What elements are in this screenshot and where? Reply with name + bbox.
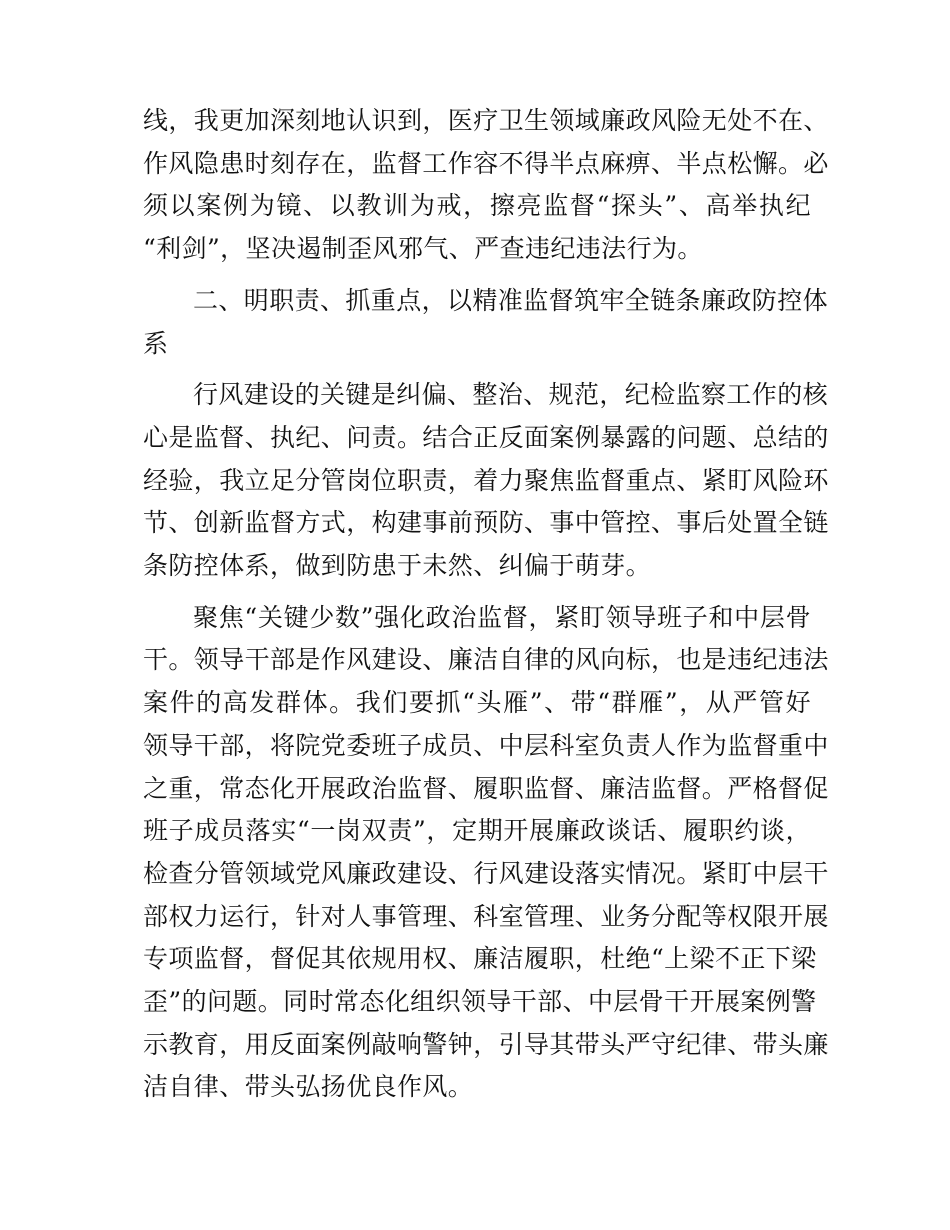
text-line: 经验，我立足分管岗位职责，着力聚焦监督重点、紧盯风险环 bbox=[143, 465, 829, 495]
text-line: 专项监督，督促其依规用权、廉洁履职，杜绝“上梁不正下梁 bbox=[143, 944, 817, 974]
text-line: 须以案例为镜、以教训为戒，擦亮监督“探头”、高举执纪 bbox=[143, 191, 811, 221]
text-line: 歪”的问题。同时常态化组织领导干部、中层骨干开展案例警 bbox=[143, 987, 817, 1017]
text-line: 领导干部，将院党委班子成员、中层科室负责人作为监督重中 bbox=[143, 730, 829, 760]
paragraph-2-heading bbox=[143, 280, 829, 365]
text-line: 二、明职责、抓重点，以精准监督筑牢全链条廉政防控体 bbox=[193, 285, 829, 315]
text-line: 班子成员落实“一岗双责”，定期开展廉政谈话、履职约谈， bbox=[143, 816, 811, 846]
text-line: 系 bbox=[143, 328, 169, 358]
text-line: “利剑”，坚决遏制歪风邪气、严查违纪违法行为。 bbox=[143, 234, 703, 264]
text-line: 节、创新监督方式，构建事前预防、事中管控、事后处置全链 bbox=[143, 508, 829, 538]
text-line: 行风建设的关键是纠偏、整治、规范，纪检监察工作的核 bbox=[193, 380, 829, 410]
text-line: 示教育，用反面案例敲响警钟，引导其带头严守纪律、带头廉 bbox=[143, 1029, 829, 1059]
text-line: 案件的高发群体。我们要抓“头雁”、带“群雁”，从严管好 bbox=[143, 688, 811, 718]
document-page bbox=[143, 100, 829, 1109]
paragraph-4 bbox=[143, 597, 829, 1109]
paragraph-3 bbox=[143, 374, 829, 588]
text-line: 聚焦“关键少数”强化政治监督，紧盯领导班子和中层骨 bbox=[193, 602, 811, 632]
text-line: 线，我更加深刻地认识到，医疗卫生领域廉政风险无处不在、 bbox=[143, 106, 829, 135]
paragraph-1 bbox=[143, 100, 829, 271]
text-line: 干。领导干部是作风建设、廉洁自律的风向标，也是违纪违法 bbox=[143, 645, 829, 675]
text-line: 之重，常态化开展政治监督、履职监督、廉洁监督。严格督促 bbox=[143, 773, 829, 803]
text-line: 洁自律、带头弘扬优良作风。 bbox=[143, 1072, 474, 1102]
text-line: 心是监督、执纪、问责。结合正反面案例暴露的问题、总结的 bbox=[143, 422, 829, 452]
text-line: 部权力运行，针对人事管理、科室管理、业务分配等权限开展 bbox=[143, 901, 829, 931]
text-line: 检查分管领域党风廉政建设、行风建设落实情况。紧盯中层干 bbox=[143, 858, 829, 888]
text-line: 条防控体系，做到防患于未然、纠偏于萌芽。 bbox=[143, 551, 652, 581]
text-line: 作风隐患时刻存在，监督工作容不得半点麻痹、半点松懈。必 bbox=[143, 148, 829, 178]
